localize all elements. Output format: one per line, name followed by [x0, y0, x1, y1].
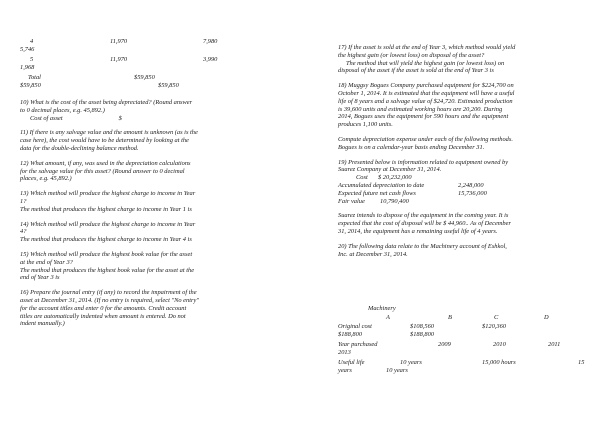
original-cost-a: $188,800: [338, 331, 362, 338]
row4-value-a: 11,970: [110, 38, 128, 45]
question-17: 17) If the asset is sold at the end of Year 3, which method would yield the highest gain (or lowest loss) on disposal of the asset? The method that will yield the highest gain (or lowest loss) on disposal of the asset if the asset is sold at the end of Year 3 is: [338, 44, 516, 75]
useful-life-c: 15,000 hours: [482, 359, 516, 366]
row5-value-c: 1,968: [20, 64, 35, 71]
year-purchased-c: 2010: [493, 341, 506, 348]
year-purchased-wrap: 2013: [338, 349, 351, 356]
question-12: 12) What amount, if any, was used in the depreciation calculations for the salvage value for this asset? (Round answer to 0 decimal places, e.g. 45,892.): [20, 159, 191, 183]
question-18: 18) Muggsy Bogues Company purchased equipment for $224,700 on October 1, 2014. It is estimated that the equipment will have a useful life of 8 years and a salvage value of $24,720. Estimated production is 39,600 units and estimated working hours are 20,200. During 2014, Bogues uses the equipment for 590 hours and the equipment produces 1,100 units. Compute depreciation expense under each of the following methods. Bogues is on a calendar-year basis ending December 31.: [338, 82, 515, 151]
row5-year: 5: [30, 56, 34, 63]
useful-life-wrap-2: 10 years: [386, 367, 408, 374]
column-c-header: C: [494, 314, 499, 321]
useful-life-label: Useful life: [338, 359, 365, 366]
question-10: 10) What is the cost of the asset being depreciated? (Round answer to 0 decimal places, e.g. 45,892.) Cost of asset $: [20, 99, 193, 122]
total-value-b: $59,850: [158, 82, 179, 89]
column-a-header: A: [386, 314, 390, 321]
cost-row: Cost $ 20,232,000: [356, 174, 412, 182]
original-cost-label: Original cost: [338, 323, 372, 330]
question-20: 20) The following data relate to the Machinery account of Eshkol, Inc. at December 31, 2014.: [338, 242, 507, 258]
total-value-c: $59,850: [20, 82, 41, 89]
row4-value-c: 5,746: [20, 46, 35, 53]
row5-value-a: 11,970: [110, 56, 128, 63]
question-14: 14) Which method will produce the highest charge to income in Year 4? The method that produces the highest charge to income in Year 4 is: [20, 220, 196, 244]
useful-life-d: 15: [578, 359, 585, 366]
column-d-header: D: [544, 314, 549, 321]
accumulated-depreciation-row: Accumulated depreciation to date 2,248,000: [338, 181, 484, 189]
cost-of-asset-field[interactable]: $: [118, 114, 122, 122]
original-cost-b: $108,560: [410, 323, 434, 330]
machinery-heading: Machinery: [368, 305, 396, 312]
left-column-questions: [20, 99, 260, 328]
question-13: 13) Which method will produce the highest charge to income in Year 1? The method that produces the highest charge to income in Year 1 is: [20, 190, 196, 213]
useful-life-b: 10 years: [400, 359, 422, 366]
year-purchased-d: 2011: [548, 341, 561, 348]
right-column-questions: [338, 44, 588, 258]
useful-life-wrap: years: [338, 367, 352, 374]
expected-cash-flows-row: Expected future net cash flows 15,736,000: [338, 189, 487, 197]
total-value-a: $59,850: [134, 74, 155, 81]
question-15: 15) Which method will produce the highest book value for the asset at the end of Year 3? The method that produces the highest book value for the asset at the end of Year 3 is: [20, 250, 195, 282]
question-19: 19) Presented below is information related to equipment owned by Suarez Company at December 31, 2014. Cost $ 20,232,000 Accumulated depreciation to date 2,248,000 Expected future net cash flows 15,736,000 Fair value 10,790,400 Suarez intends to dispose of the equipment in the coming year. It is expected that the cost of disposal will be $ 44,960.. As of December 31, 2014, the equipment has a remaining useful life of 4 years.: [338, 159, 588, 236]
total-label: Total: [28, 74, 41, 81]
year-purchased-label: Year purchased: [338, 341, 378, 348]
question-16: 16) Prepare the journal entry (if any) to record the impairment of the asset at December 31, 2014. (If no entry is required, select "No entry" for the account titles and enter 0 for the amounts. Credit account titles are automatically indented when amount is entered. Do not indent manually.): [20, 289, 199, 328]
original-cost-c: $120,360: [482, 323, 506, 330]
column-b-header: B: [448, 314, 452, 321]
cost-of-asset-label: Cost of asset: [30, 114, 63, 122]
fair-value-row: Fair value 10,790,400: [338, 197, 409, 205]
question-11: 11) If there is any salvage value and the amount is unknown (as is the case here), the cost would have to be determined by looking at the data for the double-declining balance method.: [20, 129, 198, 152]
row4-year: 4: [30, 38, 34, 45]
year-purchased-b: 2009: [438, 341, 451, 348]
row5-value-b: 3,990: [203, 56, 218, 63]
original-cost-d: $188,800: [410, 331, 434, 338]
row4-value-b: 7,980: [203, 38, 218, 45]
